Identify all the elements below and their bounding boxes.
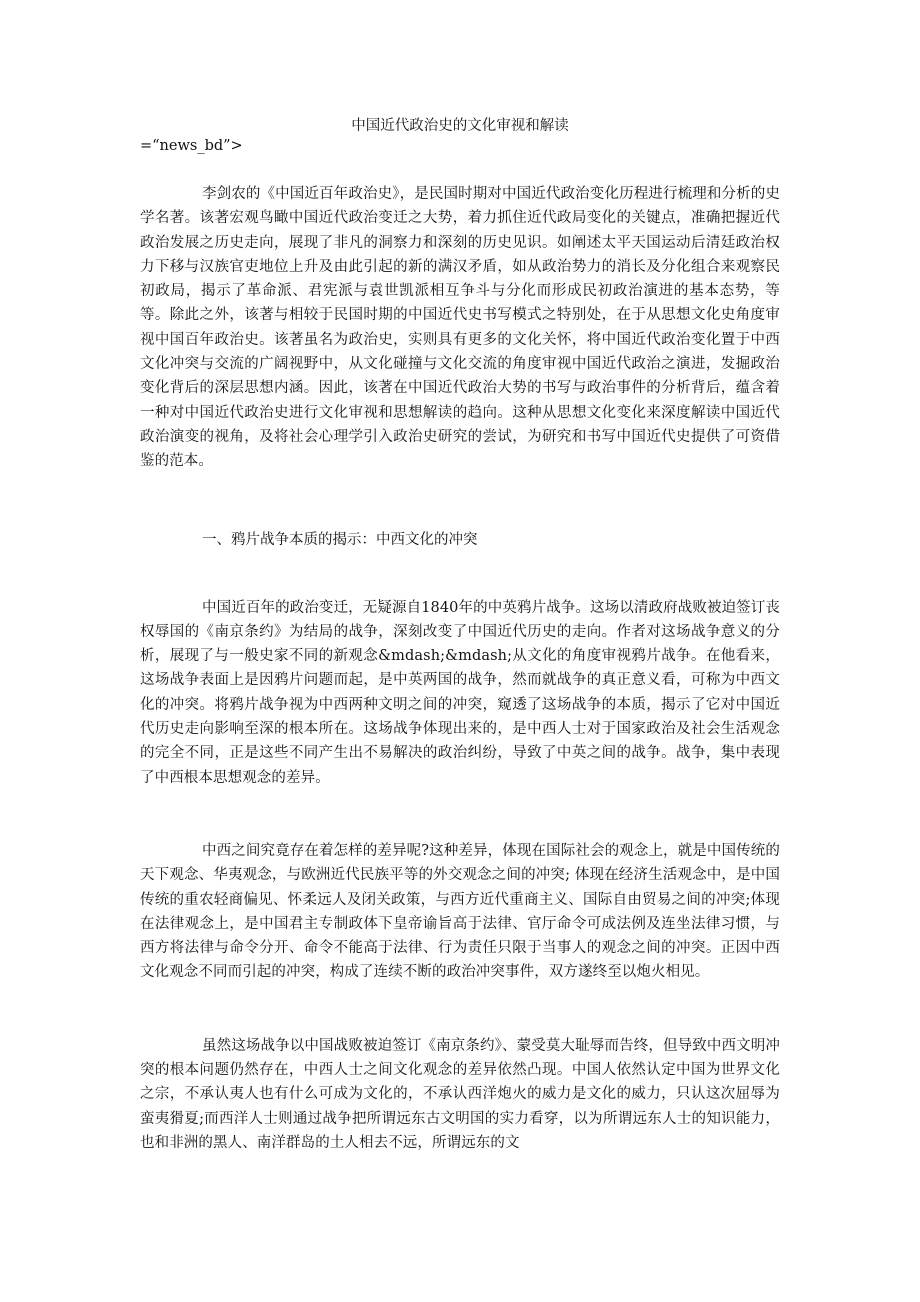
paragraph-spacer <box>140 552 780 596</box>
paragraph-spacer <box>140 790 780 839</box>
document-body <box>140 182 780 1155</box>
paragraph-intro: 李剑农的《中国近百年政治史》，是民国时期对中国近代政治变化历程进行梳理和分析的史学名著。该著宏观鸟瞰中国近代政治变迁之大势，着力抓住近代政局变化的关键点，准确把握近代政治发展之历史走向，展现了非凡的洞察力和深刻的历史见识。如阐述太平天国运动后清廷政治权力下移与汉族官吏地位上升及由此引起的新的满汉矛盾，如从政治势力的消长及分化组合来观察民初政局，揭示了革命派、君宪派与袁世凯派相互争斗与分化而形成民初政治演进的基本态势，等等。除此之外，该著与相较于民国时期的中国近代史书写模式之特别处，在于从思想文化史角度审视中国百年政治史。该著虽名为政治史，实则具有更多的文化关怀，将中国近代政治变化置于中西文化冲突与交流的广阔视野中，从文化碰撞与文化交流的角度审视中国近代政治之演进，发掘政治变化背后的深层思想内涵。因此，该著在中国近代政治大势的书写与政治事件的分析背后，蕴含着一种对中国近代政治史进行文化审视和思想解读的趋向。这种从思想文化变化来深度解读中国近代政治演变的视角，及将社会心理学引入政治史研究的尝试，为研究和书写中国近代史提供了可资借鉴的范本。 <box>140 186 780 470</box>
paragraph-differences: 中西之间究竟存在着怎样的差异呢?这种差异，体现在国际社会的观念上，就是中国传统的天下观念、华夷观念，与欧洲近代民族平等的外交观念之间的冲突; 体现在经济生活观念中，是中国传统的重农轻商偏见、怀柔远人及闭关政策，与西方近代重商主义、国际自由贸易之间的冲突;体现在法律观念上，是中国君主专制政体下皇帝谕旨高于法律、官厅命令可成法例及连坐法律习惯，与西方将法律与命令分开、命令不能高于法律、行为责任只限于当事人的观念之间的冲突。正因中西文化观念不同而引起的冲突，构成了连续不断的政治冲突事件，双方遂终至以炮火相见。 <box>140 842 780 981</box>
stray-markup-text: =“news_bd”> <box>140 138 243 154</box>
paragraph-spacer <box>140 985 780 1034</box>
paragraph-spacer <box>140 474 780 528</box>
paragraph-opium-war: 中国近百年的政治变迁，无疑源自1840年的中英鸦片战争。这场以清政府战败被迫签订丧权辱国的《南京条约》为结局的战争，深刻改变了中国近代历史的走向。作者对这场战争意义的分析，展现了与一般史家不同的新观念&mdash;&mdash;从文化的角度审视鸦片战争。在他看来，这场战争表面上是因鸦片问题而起，是中英两国的战争，然而就战争的真正意义看，可称为中西文化的冲突。将鸦片战争视为中西两种文明之间的冲突，窥透了这场战争的本质，揭示了它对中国近代历史走向影响至深的根本所在。这场战争体现出来的，是中西人士对于国家政治及社会生活观念的完全不同，正是这些不同产生出不易解决的政治纠纷，导致了中英之间的战争。战争，集中表现了中西根本思想观念的差异。 <box>140 599 780 786</box>
paragraph-aftermath: 虽然这场战争以中国战败被迫签订《南京条约》、蒙受莫大耻辱而告终，但导致中西文明冲突的根本问题仍然存在，中西人士之间文化观念的差异依然凸现。中国人依然认定中国为世界文化之宗，不承认夷人也有什么可成为文化的，不承认西洋炮火的威力是文化的威力，只认这次屈辱为蛮夷猾夏;而西洋人士则通过战争把所谓远东古文明国的实力看穿，以为所谓远东人士的知识能力，也和非洲的黑人、南洋群岛的土人相去不远，所谓远东的文 <box>140 1037 780 1151</box>
section-heading: 一、鸦片战争本质的揭示：中西文化的冲突 <box>202 531 478 548</box>
document-title: 中国近代政治史的文化审视和解读 <box>351 118 569 134</box>
